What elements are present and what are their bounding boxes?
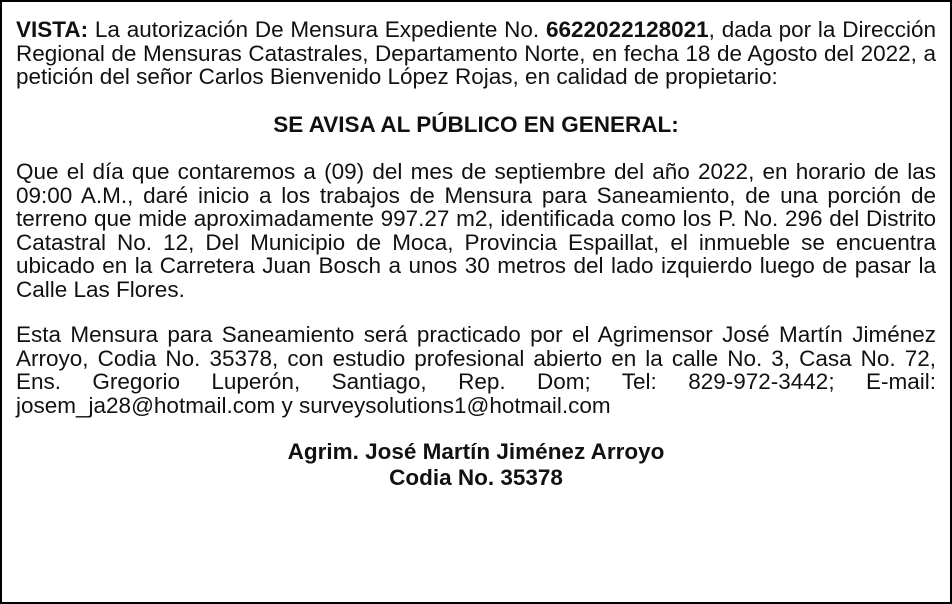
signature-name: Agrim. José Martín Jiménez Arroyo [287,439,665,464]
signature-codia: Codia No. 35378 [389,465,563,490]
signature-block [16,439,936,491]
surveyor-paragraph: Esta Mensura para Saneamiento será practicado por el Agrimensor José Martín Jiménez Arroyo, Codia No. 35378, con estudio profesional abierto en la calle No. 3, Casa No. 72, Ens. Gregorio Luperón, Santiago, Rep. Dom; Tel: 829-972-3442; E-mail: josem_ja28@hotmail.com y surveysolutions1@hotmail.com [16,322,936,418]
intro-paragraph [16,18,936,89]
intro-text-1: La autorización De Mensura Expediente No. [88,17,546,42]
intro-text-2: , dada por la Dirección Regional de Mensuras Catastrales, Departamento Norte, en fecha 18 de Agosto del 2022, a petición del señor Carlos Bienvenido López Rojas, en calidad de propietario: [16,17,937,89]
body-paragraph: Que el día que contaremos a (09) del mes de septiembre del año 2022, en horario de las 09:00 A.M., daré inicio a los trabajos de Mensura para Saneamiento, de una porción de terreno que mide aproximadamente 997.27 m2, identificada como los P. No. 296 del Distrito Catastral No. 12, Del Municipio de Moca, Provincia Espaillat, el inmueble se encuentra ubicado en la Carretera Juan Bosch a unos 30 metros del lado izquierdo luego de pasar la Calle Las Flores. [16,159,936,302]
notice-heading: SE AVISA AL PÚBLICO EN GENERAL: [273,111,679,137]
vista-label: VISTA: [16,17,89,42]
expediente-number: 6622022128021 [545,17,709,42]
